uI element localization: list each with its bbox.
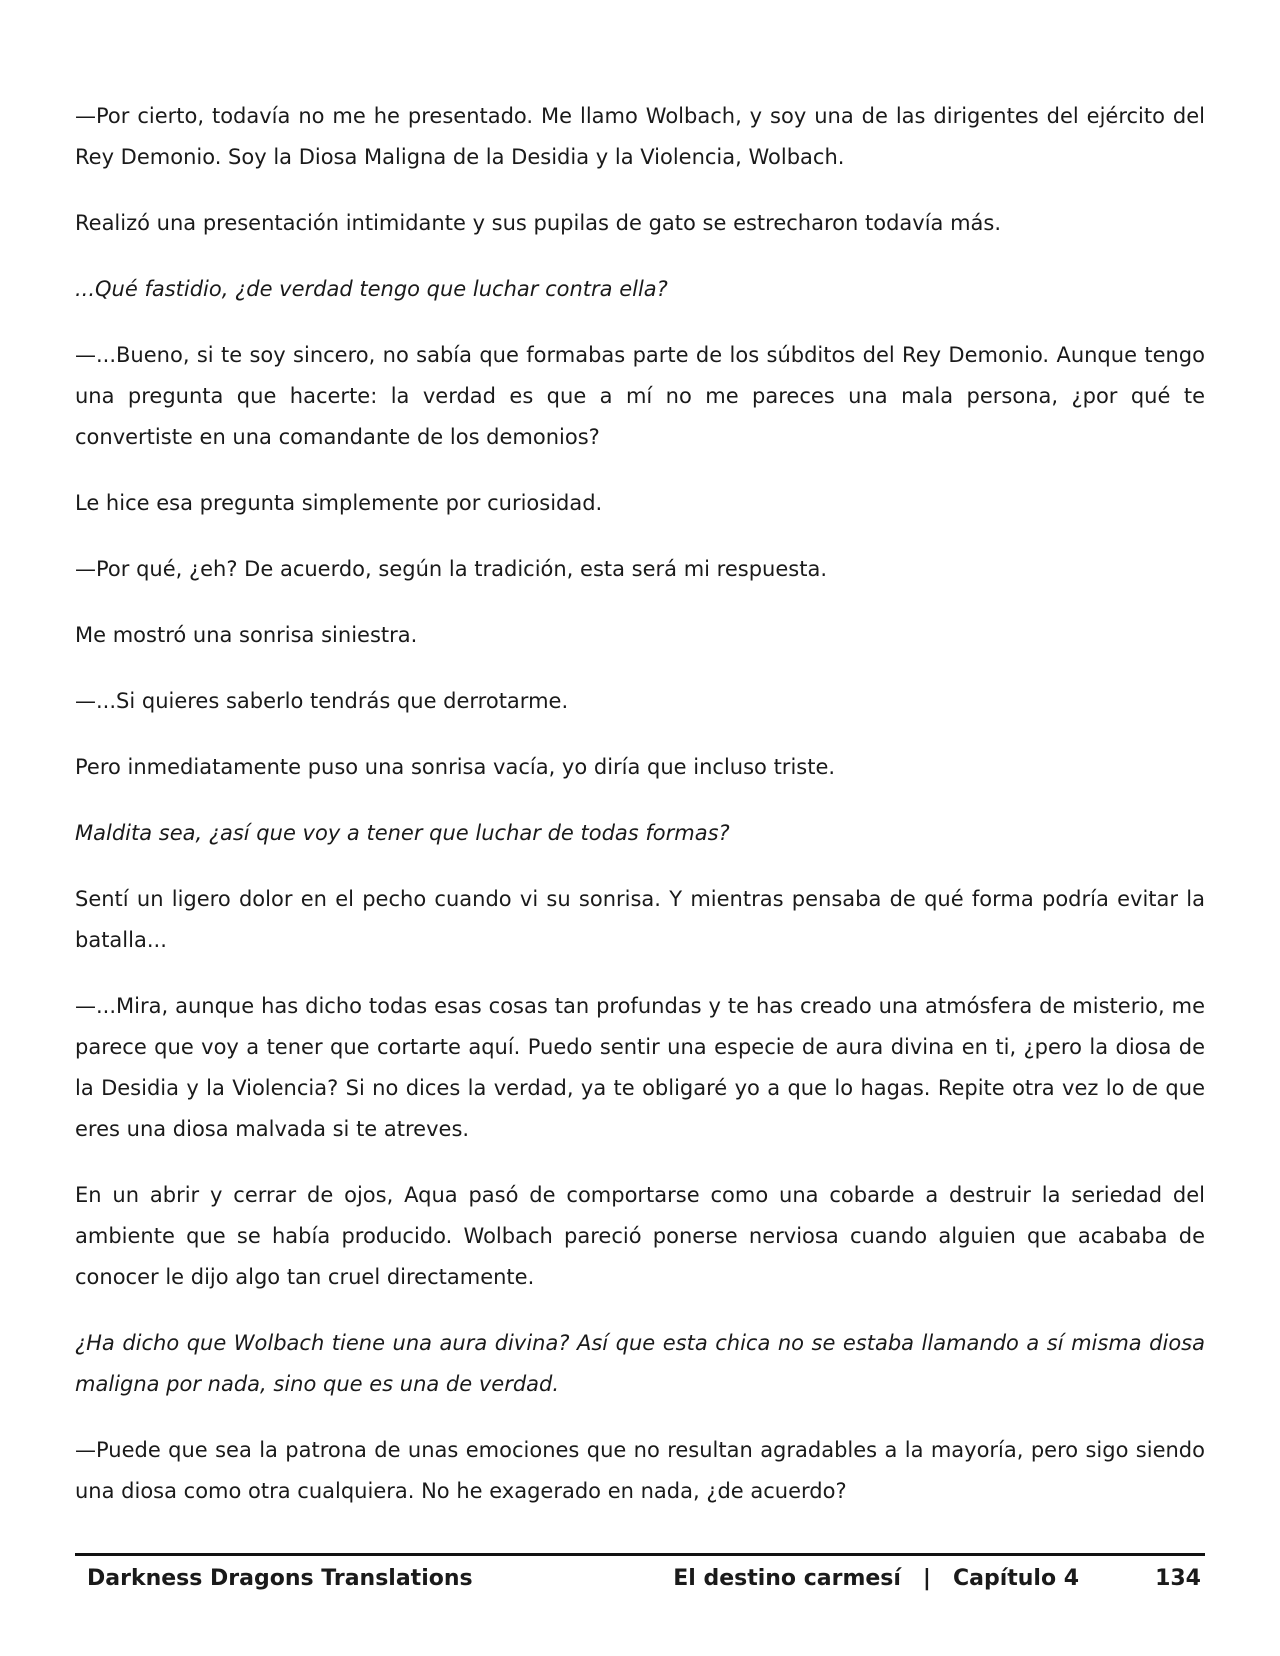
paragraph-thought: ...Qué fastidio, ¿de verdad tengo que luchar contra ella? xyxy=(75,277,668,301)
paragraph: Pero inmediatamente puso una sonrisa vacía, yo diría que incluso triste. xyxy=(75,755,836,779)
page-body xyxy=(75,96,1205,1537)
book-title: El destino carmesí xyxy=(673,1566,901,1591)
paragraph-thought: ¿Ha dicho que Wolbach tiene una aura divina? Así que esta chica no se estaba llamando a sí misma diosa maligna por nada, sino que es una de verdad. xyxy=(75,1331,1205,1396)
paragraph-thought: Maldita sea, ¿así que voy a tener que luchar de todas formas? xyxy=(75,821,730,845)
paragraph: Me mostró una sonrisa siniestra. xyxy=(75,623,418,647)
paragraph: —Por cierto, todavía no me he presentado. Me llamo Wolbach, y soy una de las dirigentes del ejército del Rey Demonio. Soy la Diosa Maligna de la Desidia y la Violencia, Wolbach. xyxy=(75,104,1205,169)
translator-credit: Darkness Dragons Translations xyxy=(87,1566,473,1591)
footer-row xyxy=(75,1556,1205,1596)
page-footer xyxy=(75,1553,1205,1596)
paragraph: —...Si quieres saberlo tendrás que derrotarme. xyxy=(75,689,569,713)
paragraph: —...Bueno, si te soy sincero, no sabía que formabas parte de los súbditos del Rey Demonio. Aunque tengo una pregunta que hacerte: la verdad es que a mí no me pareces una mala persona, ¿por qué te convertiste en una comandante de los demonios? xyxy=(75,343,1205,449)
paragraph: En un abrir y cerrar de ojos, Aqua pasó de comportarse como una cobarde a destruir la seriedad del ambiente que se había producido. Wolbach pareció ponerse nerviosa cuando alguien que acababa de conocer le dijo algo tan cruel directamente. xyxy=(75,1183,1205,1289)
paragraph: —...Mira, aunque has dicho todas esas cosas tan profundas y te has creado una atmósfera de misterio, me parece que voy a tener que cortarte aquí. Puedo sentir una especie de aura divina en ti, ¿pero la diosa de la Desidia y la Violencia? Si no dices la verdad, ya te obligaré yo a que lo hagas. Repite otra vez lo de que eres una diosa malvada si te atreves. xyxy=(75,994,1205,1141)
footer-right-group xyxy=(673,1566,1201,1591)
paragraph: Realizó una presentación intimidante y sus pupilas de gato se estrecharon todavía más. xyxy=(75,211,1002,235)
paragraph: —Por qué, ¿eh? De acuerdo, según la tradición, esta será mi respuesta. xyxy=(75,557,827,581)
paragraph: —Puede que sea la patrona de unas emociones que no resultan agradables a la mayoría, pero sigo siendo una diosa como otra cualquiera. No he exagerado en nada, ¿de acuerdo? xyxy=(75,1438,1205,1503)
paragraph: Sentí un ligero dolor en el pecho cuando vi su sonrisa. Y mientras pensaba de qué forma podría evitar la batalla... xyxy=(75,887,1205,952)
footer-separator: | xyxy=(922,1566,931,1591)
page-number: 134 xyxy=(1155,1566,1201,1591)
chapter-label: Capítulo 4 xyxy=(952,1566,1080,1591)
paragraph: Le hice esa pregunta simplemente por curiosidad. xyxy=(75,491,603,515)
